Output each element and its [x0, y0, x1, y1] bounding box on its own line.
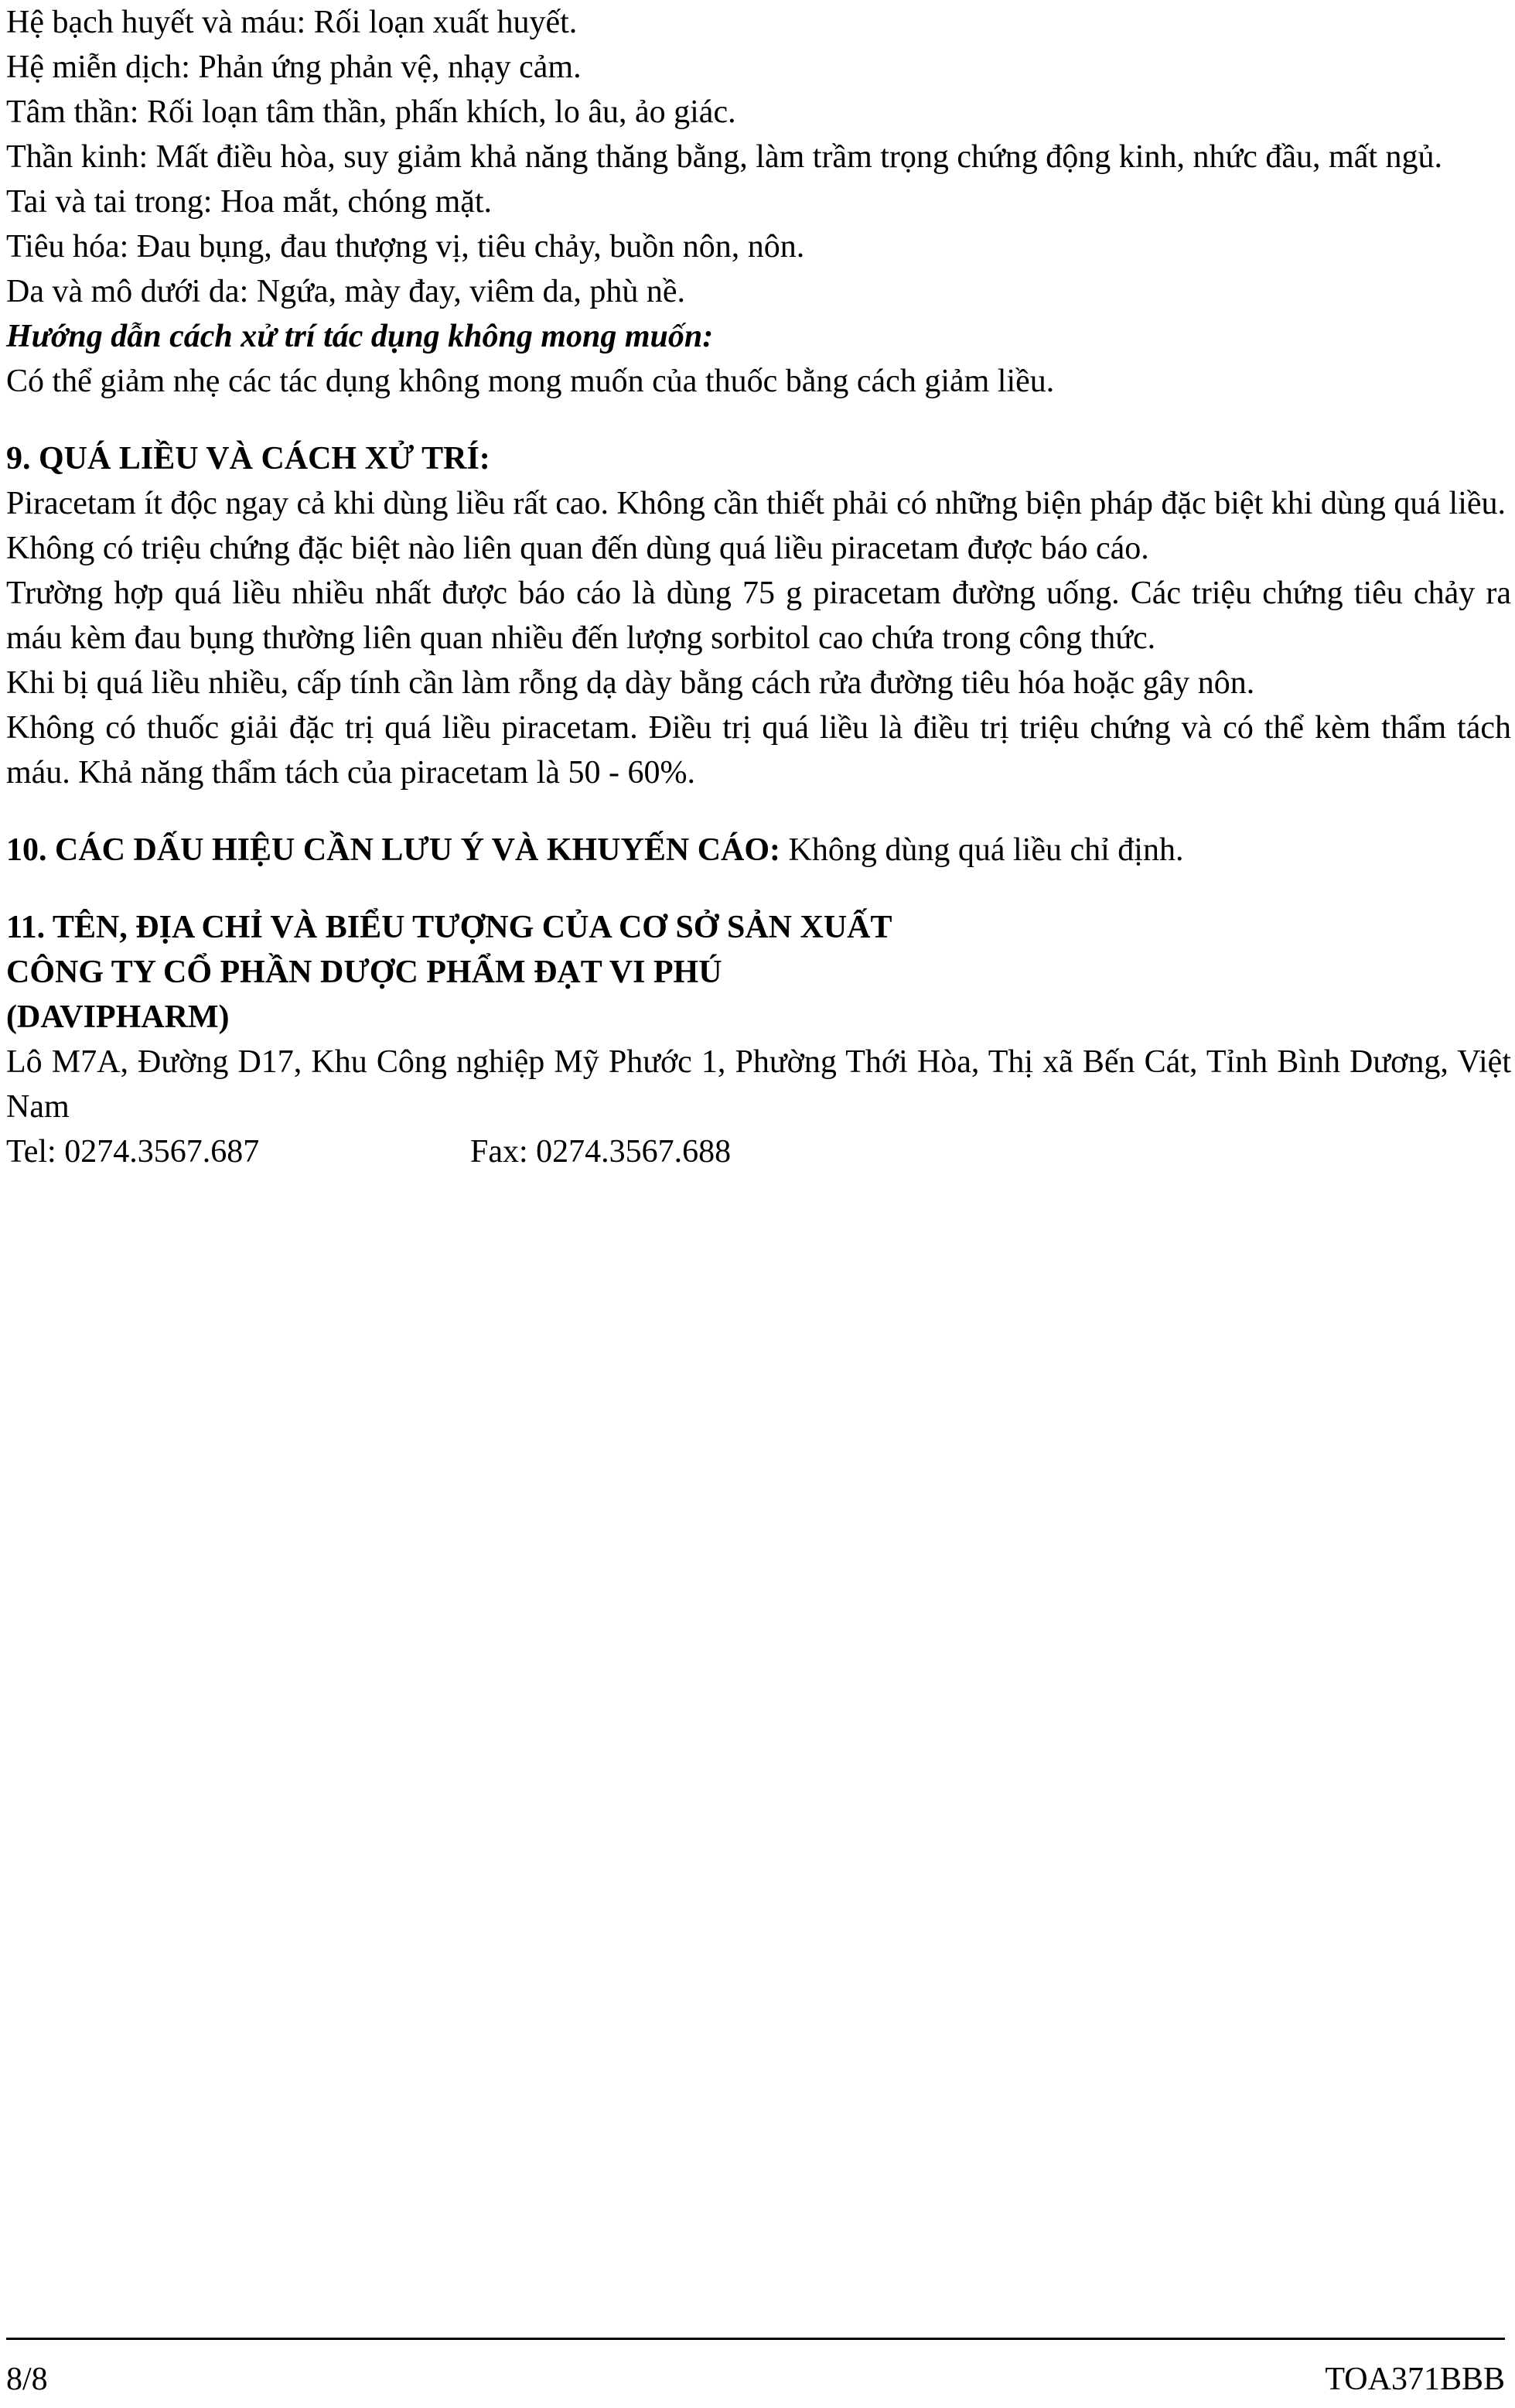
side-effect-item: Thần kinh: Mất điều hòa, suy giảm khả năng thăng bằng, làm trầm trọng chứng động kinh, nhức đầu, mất ngủ. [6, 139, 1443, 175]
section-9-paragraph: Khi bị quá liều nhiều, cấp tính cần làm rỗng dạ dày bằng cách rửa đường tiêu hóa hoặc gây nôn. [6, 665, 1255, 701]
section-11-heading: 11. TÊN, ĐỊA CHỈ VÀ BIỂU TƯỢNG CỦA CƠ SỞ SẢN XUẤT [6, 910, 892, 945]
footer-divider [6, 2338, 1505, 2340]
page-number: 8/8 [6, 2362, 48, 2397]
side-effect-item: Tâm thần: Rối loạn tâm thần, phấn khích, lo âu, ảo giác. [6, 94, 736, 130]
page-footer [6, 2359, 1505, 2399]
company-address: Lô M7A, Đường D17, Khu Công nghiệp Mỹ Phước 1, Phường Thới Hòa, Thị xã Bến Cát, Tỉnh Bình Dương, Việt Nam [6, 1044, 1511, 1125]
document-code: TOA371BBB [1325, 2362, 1505, 2397]
company-short-name: (DAVIPHARM) [6, 999, 230, 1035]
side-effect-item: Tai và tai trong: Hoa mắt, chóng mặt. [6, 184, 493, 220]
section-9-paragraph: Không có triệu chứng đặc biệt nào liên quan đến dùng quá liều piracetam được báo cáo. [6, 531, 1149, 566]
section-warnings [6, 828, 1511, 873]
section-9-paragraph: Piracetam ít độc ngay cả khi dùng liều rất cao. Không cần thiết phải có những biện pháp đặc biệt khi dùng quá liều. [6, 486, 1506, 521]
side-effect-item: Tiêu hóa: Đau bụng, đau thượng vị, tiêu chảy, buồn nôn, nôn. [6, 229, 805, 265]
section-9-paragraph: Không có thuốc giải đặc trị quá liều piracetam. Điều trị quá liều là điều trị triệu chứng và có thể kèm thẩm tách máu. Khả năng thẩm tách của piracetam là 50 - 60%. [6, 710, 1511, 791]
section-spacer [6, 873, 1511, 905]
section-spacer [6, 404, 1511, 436]
side-effect-item: Hệ miễn dịch: Phản ứng phản vệ, nhạy cảm. [6, 50, 582, 85]
section-overdose [6, 436, 1511, 795]
side-effect-item: Da và mô dưới da: Ngứa, mày đay, viêm da, phù nề. [6, 274, 685, 309]
section-manufacturer [6, 905, 1511, 1174]
side-effect-item: Hệ bạch huyết và máu: Rối loạn xuất huyết. [6, 5, 578, 40]
phone-number: Tel: 0274.3567.687 [6, 1134, 260, 1170]
contact-info [6, 1129, 1511, 1174]
guidance-text: Có thể giảm nhẹ các tác dụng không mong muốn của thuốc bằng cách giảm liều. [6, 364, 1055, 399]
section-9-paragraph: Trường hợp quá liều nhiều nhất được báo cáo là dùng 75 g piracetam đường uống. Các triệu chứng tiêu chảy ra máu kèm đau bụng thường liên quan nhiều đến lượng sorbitol cao chứa trong công thức. [6, 576, 1511, 656]
section-9-heading: 9. QUÁ LIỀU VÀ CÁCH XỬ TRÍ: [6, 441, 490, 476]
section-10-heading: 10. CÁC DẤU HIỆU CẦN LƯU Ý VÀ KHUYẾN CÁO: [6, 832, 781, 868]
company-name: CÔNG TY CỔ PHẦN DƯỢC PHẨM ĐẠT VI PHÚ [6, 955, 722, 990]
section-spacer [6, 795, 1511, 828]
document-page [6, 0, 1511, 1174]
guidance-heading: Hướng dẫn cách xử trí tác dụng không mong muốn: [6, 319, 714, 354]
section-10-text: Không dùng quá liều chỉ định. [780, 832, 1184, 868]
fax-number: Fax: 0274.3567.688 [470, 1134, 732, 1170]
side-effects-list [6, 0, 1511, 314]
